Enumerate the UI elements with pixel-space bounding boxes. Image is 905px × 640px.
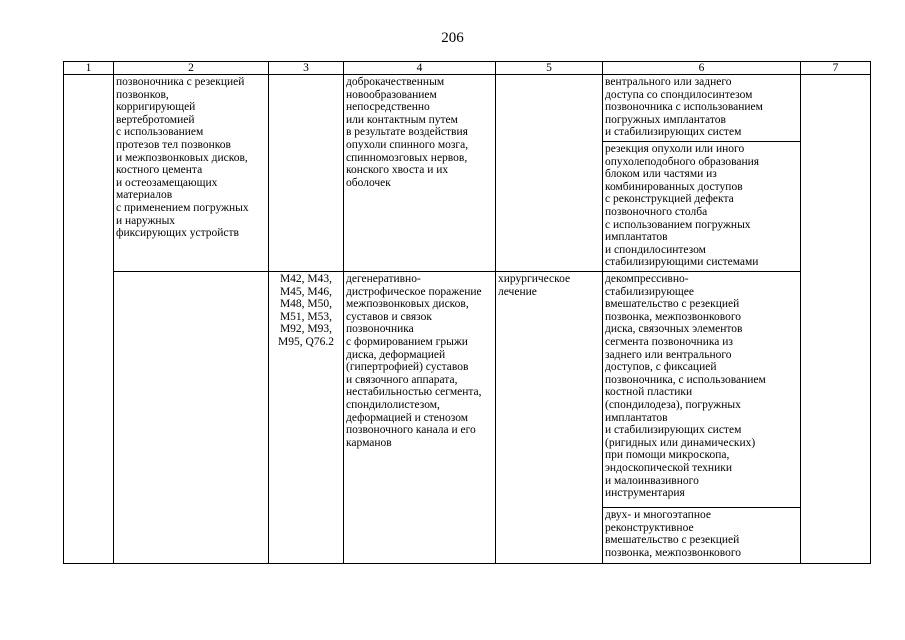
text-line: имплантатов xyxy=(605,411,668,424)
text-line: (гипертрофией) суставов xyxy=(346,361,469,374)
text-line: позвоночника с резекцией xyxy=(116,76,245,88)
column-header-1: 1 xyxy=(64,62,114,75)
text-line: деформацией и стенозом xyxy=(346,411,469,424)
text-line: доступов, с фиксацией xyxy=(605,361,717,374)
text-line: дегенеративно- xyxy=(346,273,421,285)
text-line: (спондилодеза), погружных xyxy=(605,398,741,411)
text-line: инструментария xyxy=(605,487,685,500)
text-line: стабилизирующими системами xyxy=(605,256,759,269)
text-line: и остеозамещающих xyxy=(116,176,218,189)
text-line: суставов и связок xyxy=(346,310,432,323)
cell-col2-method xyxy=(114,272,269,564)
text-line: позвонка, межпозвонкового xyxy=(605,546,742,559)
text-line: реконструктивное xyxy=(605,521,694,534)
text-line: с реконструкцией дефекта xyxy=(605,193,734,206)
text-line: диска, связочных элементов xyxy=(605,323,743,336)
text-line: корригирующей xyxy=(116,101,196,114)
text-line: оболочек xyxy=(346,176,391,189)
cell-col1 xyxy=(64,75,114,564)
text-line: и наружных xyxy=(116,214,176,227)
text-line: с использованием xyxy=(116,126,204,139)
column-header-4: 4 xyxy=(344,62,496,75)
text-line: позвонков, xyxy=(116,88,169,101)
text-line: M42, M43, xyxy=(279,273,333,285)
column-header-2: 2 xyxy=(114,62,269,75)
text-line: сегмента позвоночника из xyxy=(605,335,733,348)
text-line: позвоночного столба xyxy=(605,205,708,218)
text-line: материалов xyxy=(116,189,173,202)
text-line: двух- и многоэтапное xyxy=(605,509,711,521)
cell-col3-codes xyxy=(269,75,344,272)
text-line: дистрофическое поражение xyxy=(346,285,482,298)
text-line: декомпрессивно- xyxy=(605,273,689,285)
text-line: эндоскопической техники xyxy=(605,461,732,474)
text-line: при помощи микроскопа, xyxy=(605,449,730,462)
text-line: костной пластики xyxy=(605,386,693,399)
text-line: доступа со спондилосинтезом xyxy=(605,88,753,101)
text-line: опухоли спинного мозга, xyxy=(346,138,469,151)
text-line: в результате воздействия xyxy=(346,126,468,139)
text-line: и малоинвазивного xyxy=(605,474,699,487)
text-line: и межпозвонковых дисков, xyxy=(116,151,248,164)
column-header-5: 5 xyxy=(496,62,603,75)
text-line: хирургическое xyxy=(498,273,571,285)
column-header-7: 7 xyxy=(801,62,871,75)
text-line: позвоночного канала и его xyxy=(346,424,476,437)
header-row xyxy=(64,62,871,75)
text-line: фиксирующих устройств xyxy=(116,227,239,240)
text-line: позвонка, межпозвонкового xyxy=(605,310,742,323)
text-line: блоком или частями из xyxy=(605,168,717,181)
cell-col5-treatment xyxy=(496,272,603,564)
cell-col6-method xyxy=(603,508,801,564)
text-line: и связочного аппарата, xyxy=(346,373,458,386)
cell-col6-method xyxy=(603,75,801,142)
cell-col4-diagnosis xyxy=(344,272,496,564)
text-line: M92, M93, xyxy=(279,323,333,336)
cell-col4-diagnosis xyxy=(344,75,496,272)
text-line: M95, Q76.2 xyxy=(278,335,334,348)
text-line: с использованием погружных xyxy=(605,218,751,231)
text-line: позвоночника xyxy=(346,323,414,336)
text-line: протезов тел позвонков xyxy=(116,138,231,151)
text-line: спондилолистезом, xyxy=(346,398,440,411)
text-line: или контактным путем xyxy=(346,113,458,126)
text-line: M51, M53, xyxy=(279,310,333,323)
text-line: диска, деформацией xyxy=(346,348,446,361)
column-header-3: 3 xyxy=(269,62,344,75)
text-line: (ригидных или динамических) xyxy=(605,436,756,449)
text-line: нестабильностью сегмента, xyxy=(346,386,482,399)
text-line: позвоночника, с использованием xyxy=(605,373,766,386)
text-line: с применением погружных xyxy=(116,201,249,214)
text-line: погружных имплантатов xyxy=(605,113,726,126)
cell-col3-codes xyxy=(269,272,344,564)
text-line: M45, M46, xyxy=(279,285,333,298)
text-line: и спондилосинтезом xyxy=(605,243,706,256)
cell-col6-method xyxy=(603,272,801,508)
cell-col5-treatment xyxy=(496,75,603,272)
text-line: доброкачественным xyxy=(346,76,445,88)
text-line: вентрального или заднего xyxy=(605,76,732,88)
text-line: вертебротомией xyxy=(116,113,195,126)
text-line: лечение xyxy=(498,285,537,298)
table-row xyxy=(64,75,871,142)
text-line: стабилизирующее xyxy=(605,285,694,298)
text-line: и стабилизирующих систем xyxy=(605,126,742,139)
text-line: костного цемента xyxy=(116,164,203,177)
text-line: карманов xyxy=(346,436,392,449)
text-line: вмешательство с резекцией xyxy=(605,298,740,311)
page-number: 206 xyxy=(441,30,464,46)
text-line: имплантатов xyxy=(605,231,668,244)
text-line: комбинированных доступов xyxy=(605,180,743,193)
text-line: спинномозговых нервов, xyxy=(346,151,468,164)
text-line: позвоночника с использованием xyxy=(605,101,763,114)
table-row xyxy=(64,272,871,508)
cell-col6-method xyxy=(603,142,801,272)
text-line: вмешательство с резекцией xyxy=(605,534,740,547)
text-line: M48, M50, xyxy=(279,298,333,311)
text-line: новообразованием xyxy=(346,88,437,101)
text-line: конского хвоста и их xyxy=(346,164,449,177)
column-header-6: 6 xyxy=(603,62,801,75)
text-line: опухолеподобного образования xyxy=(605,155,760,168)
cell-col2-method xyxy=(114,75,269,272)
text-line: межпозвонковых дисков, xyxy=(346,298,469,311)
text-line: непосредственно xyxy=(346,101,430,114)
cell-col7 xyxy=(801,75,871,564)
text-line: резекция опухоли или иного xyxy=(605,143,745,155)
text-line: заднего или вентрального xyxy=(605,348,732,361)
text-line: и стабилизирующих систем xyxy=(605,424,742,437)
text-line: с формированием грыжи xyxy=(346,335,468,348)
medical-procedures-table xyxy=(63,61,871,564)
